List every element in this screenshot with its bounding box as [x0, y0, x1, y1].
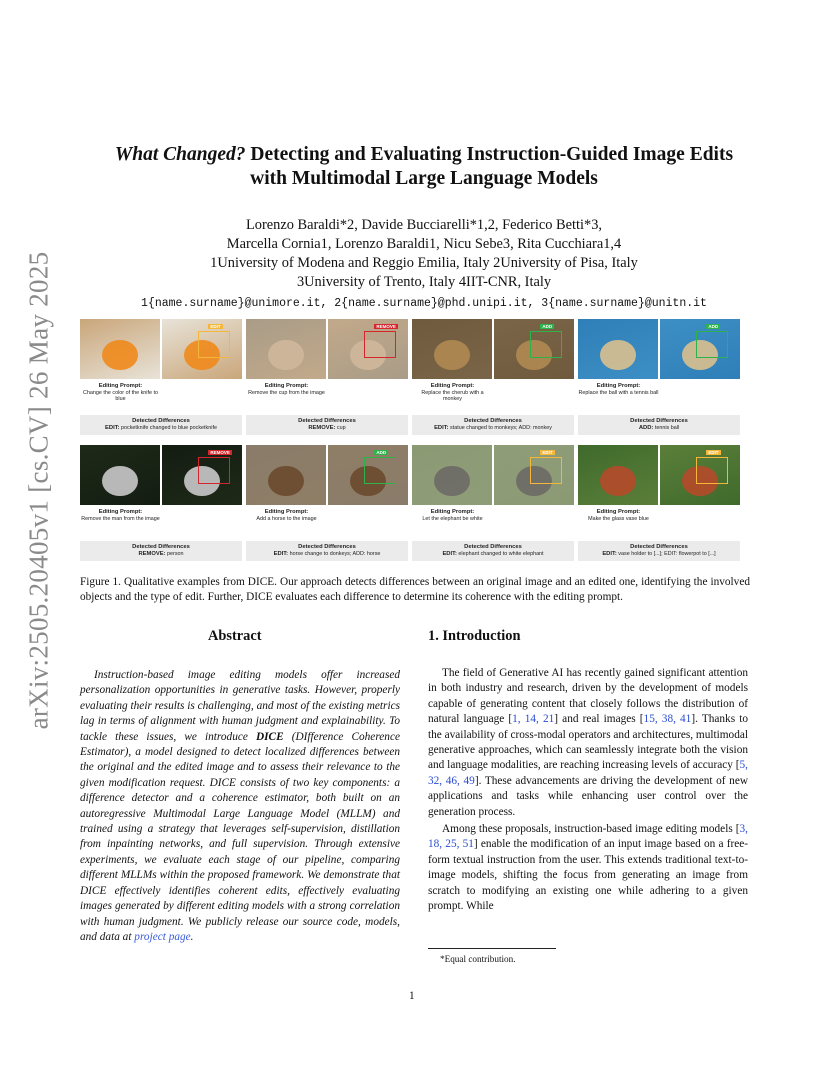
image-subject	[600, 466, 635, 496]
detected-differences: Detected Differences EDIT: elephant changed to white elephant	[412, 541, 574, 561]
image-subject	[268, 340, 303, 370]
figure-panel	[80, 445, 242, 561]
affiliations-line-1: 1University of Modena and Reggio Emilia, Italy 2University of Pisa, Italy	[210, 255, 638, 271]
abstract-text: Instruction-based image editing models offer increased personalization opportunities in generative tasks. However, properly evaluating their results is challenging, and most of the existing metrics lag in terms of alignment with human judgment and explainability. To tackle these issues, we introduce DICE (DIfference Coherence Estimator), a model designed to detect localized differences between the original and the edited image and to assess their relevance to the given modification request. DICE consists of two key components: a difference detector and a coherence estimator, both built on an autoregressive Multimodal Large Language Model (MLLM) and trained using a strategy that leverages self-supervision, distillation from inpainting networks, and full supervision. Through extensive experiments, we evaluate each stage of our pipeline, comparing different MLLMs within the proposed framework. We demonstrate that DICE effectively identifies coherent edits, effectively evaluating images generated by different editing models with a strong correlation with human judgment. We publicly release our source code, models, and data at project page.	[80, 669, 400, 943]
editing-prompt: Editing Prompt: Remove the man from the image	[81, 509, 160, 523]
edited-image	[660, 319, 740, 379]
editing-prompt: Editing Prompt: Add a horse to the image	[256, 509, 317, 523]
edit-type-tag: ADD	[376, 449, 387, 455]
image-subject	[600, 340, 635, 370]
detection-box	[198, 331, 230, 358]
original-image	[578, 319, 658, 379]
editing-prompt: Editing Prompt: Let the elephant be white	[422, 509, 483, 523]
citation[interactable]: 15, 38, 41	[643, 713, 692, 726]
authors-line-1: Lorenzo Baraldi*2, Davide Bucciarelli*1,2, Federico Betti*3,	[245, 217, 603, 233]
edit-type-tag: EDIT	[210, 323, 221, 329]
figure-1	[80, 319, 742, 569]
edited-image	[660, 445, 740, 505]
citation[interactable]: 1, 14, 21	[512, 713, 555, 726]
edit-type-tag: ADD	[708, 323, 719, 329]
original-image	[80, 445, 160, 505]
editing-prompt: Editing Prompt: Replace the cherub with a monkey	[421, 383, 484, 403]
detection-box	[530, 331, 562, 358]
detected-differences: Detected Differences EDIT: statue changed to monkeys; ADD: monkey	[412, 415, 574, 435]
author-emails: 1{name.surname}@unimore.it, 2{name.surname}@phd.unipi.it, 3{name.surname}@unitn.it	[141, 297, 707, 310]
edited-image	[328, 445, 408, 505]
footnote: *Equal contribution.	[440, 954, 516, 964]
detected-differences: Detected Differences EDIT: pocketknife changed to blue pocketknife	[80, 415, 242, 435]
figure-panel	[412, 319, 574, 435]
detection-box	[530, 457, 562, 484]
arxiv-stamp: arXiv:2505.20405v1 [cs.CV] 26 May 2025	[23, 251, 54, 729]
editing-prompt: Editing Prompt: Replace the ball with a tennis ball	[578, 383, 659, 397]
detected-differences: Detected Differences REMOVE: person	[80, 541, 242, 561]
citation[interactable]: 5, 32, 46, 49	[428, 759, 748, 787]
author-block	[80, 216, 768, 313]
image-subject	[268, 466, 303, 496]
detection-box	[364, 331, 396, 358]
edited-image	[162, 319, 242, 379]
detection-box	[696, 457, 728, 484]
affiliations-line-2: 3University of Trento, Italy 4IIT-CNR, Italy	[296, 274, 552, 290]
paper-title: What Changed? Detecting and Evaluating Instruction-Guided Image Edits with Multimodal Large Language Models	[114, 144, 734, 189]
image-subject	[434, 466, 469, 496]
original-image	[246, 319, 326, 379]
figure-panel	[246, 319, 408, 435]
detected-differences: Detected Differences ADD: tennis ball	[578, 415, 740, 435]
image-subject	[102, 466, 137, 496]
edit-type-tag: ADD	[542, 323, 553, 329]
detected-differences: Detected Differences EDIT: vase holder to [...]; EDIT: flowerpot to [...]	[578, 541, 740, 561]
abstract-heading: Abstract	[208, 628, 262, 644]
page-number: 1	[409, 990, 415, 1002]
edit-type-tag: REMOVE	[210, 449, 230, 455]
image-subject	[102, 340, 137, 370]
citation[interactable]: 3, 18, 25, 51	[428, 823, 748, 851]
editing-prompt: Editing Prompt: Change the color of the knife to blue	[83, 383, 158, 403]
introduction-heading: 1. Introduction	[428, 628, 521, 644]
project-page-link[interactable]: project page	[134, 930, 191, 943]
figure-panel	[578, 445, 740, 561]
detection-box	[198, 457, 230, 484]
image-subject	[434, 340, 469, 370]
editing-prompt: Editing Prompt: Remove the cup from the image	[248, 383, 325, 397]
edit-type-tag: EDIT	[542, 449, 553, 455]
detected-differences: Detected Differences EDIT: horse change to donkeys; ADD: horse	[246, 541, 408, 561]
editing-prompt: Editing Prompt: Make the glass vase blue	[588, 509, 649, 523]
authors-line-2: Marcella Cornia1, Lorenzo Baraldi1, Nicu Sebe3, Rita Cucchiara1,4	[226, 236, 622, 252]
figure-panel	[412, 445, 574, 561]
detection-box	[696, 331, 728, 358]
original-image	[412, 445, 492, 505]
original-image	[412, 319, 492, 379]
introduction-text: The field of Generative AI has recently gained significant attention in both industry and research, driven by the development of models capable of generating content that closely follows the distribution of natural language [1, 14, 21] and real images [15, 38, 41]. Thanks to the availability of cross-modal operators and architectures, multimodal generative approaches, which can seamlessly integrate both the vision and language modalities, are reaching increasing levels of accuracy [5, 32, 46, 49]. These advancements are driving the development of new applications and tasks while enhancing user control over the generation process. Among these proposals, instruction-based image editing models [3, 18, 25, 51] enable the modification of an input image based on a free-form textual instruction from the user. This extends traditional text-to-image models, shifting the focus from generating an image from scratch to modifying an existing one while adhering to a given prompt. While	[428, 667, 749, 913]
edit-type-tag: EDIT	[708, 449, 719, 455]
figure-panel	[246, 445, 408, 561]
edit-type-tag: REMOVE	[376, 323, 396, 329]
figure-panel	[578, 319, 740, 435]
original-image	[246, 445, 326, 505]
detected-differences: Detected Differences REMOVE: cup	[246, 415, 408, 435]
edited-image	[494, 319, 574, 379]
edited-image	[494, 445, 574, 505]
original-image	[578, 445, 658, 505]
figure-panel	[80, 319, 242, 435]
footnote-rule	[428, 948, 556, 949]
original-image	[80, 319, 160, 379]
edited-image	[328, 319, 408, 379]
detection-box	[364, 457, 396, 484]
edited-image	[162, 445, 242, 505]
figure-caption: Figure 1. Qualitative examples from DICE. Our approach detects differences between an original image and an edited one, identifying the involved objects and the type of edit. Further, DICE evaluates each difference to determine its coherence with the editing prompt.	[80, 576, 750, 603]
